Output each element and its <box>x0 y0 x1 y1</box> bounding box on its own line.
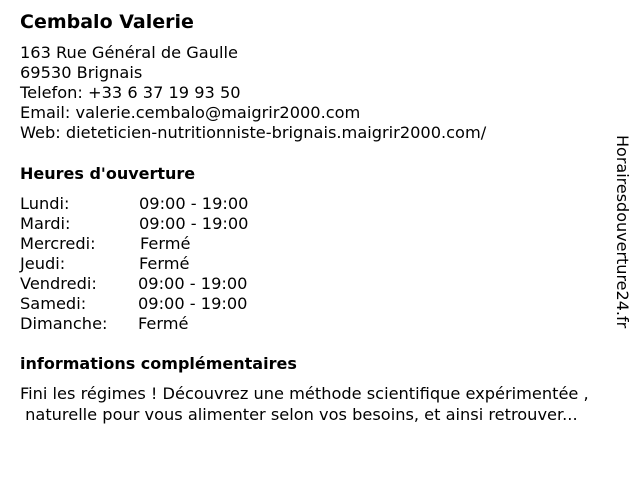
day-label: Vendredi: <box>20 274 97 293</box>
hours-value: Fermé <box>140 234 191 253</box>
opening-hours-heading: Heures d'ouverture <box>20 164 196 183</box>
hours-row-sunday <box>20 314 320 334</box>
hours-value: 09:00 - 19:00 <box>139 214 249 233</box>
hours-row-thursday <box>20 254 320 274</box>
hours-row-wednesday <box>20 234 320 254</box>
day-label: Lundi: <box>20 194 70 213</box>
site-watermark: Horairesdouverture24.fr <box>613 135 632 329</box>
hours-row-friday <box>20 274 320 294</box>
additional-info-text <box>20 383 630 425</box>
hours-value: 09:00 - 19:00 <box>138 274 248 293</box>
day-label: Mercredi: <box>20 234 96 253</box>
hours-value: 09:00 - 19:00 <box>139 194 249 213</box>
day-label: Samedi: <box>20 294 87 313</box>
website-url: Web: dieteticien-nutritionniste-brignais.maigrir2000.com/ <box>20 123 487 142</box>
description-line: Fini les régimes ! Découvrez une méthode scientifique expérimentée , <box>20 384 589 403</box>
opening-hours-table <box>20 194 320 334</box>
contact-block <box>20 43 486 143</box>
email-address: Email: valerie.cembalo@maigrir2000.com <box>20 103 361 122</box>
description-line: naturelle pour vous alimenter selon vos besoins, et ainsi retrouver... <box>20 405 578 424</box>
hours-value: Fermé <box>138 314 189 333</box>
day-label: Jeudi: <box>20 254 66 273</box>
business-name: Cembalo Valerie <box>20 11 194 33</box>
city-postal: 69530 Brignais <box>20 63 143 82</box>
day-label: Mardi: <box>20 214 71 233</box>
hours-value: 09:00 - 19:00 <box>138 294 248 313</box>
day-label: Dimanche: <box>20 314 108 333</box>
phone-number: Telefon: +33 6 37 19 93 50 <box>20 83 241 102</box>
hours-row-monday <box>20 194 320 214</box>
hours-row-saturday <box>20 294 320 314</box>
street-address: 163 Rue Général de Gaulle <box>20 43 238 62</box>
additional-info-heading: informations complémentaires <box>20 354 297 373</box>
hours-row-tuesday <box>20 214 320 234</box>
hours-value: Fermé <box>139 254 190 273</box>
